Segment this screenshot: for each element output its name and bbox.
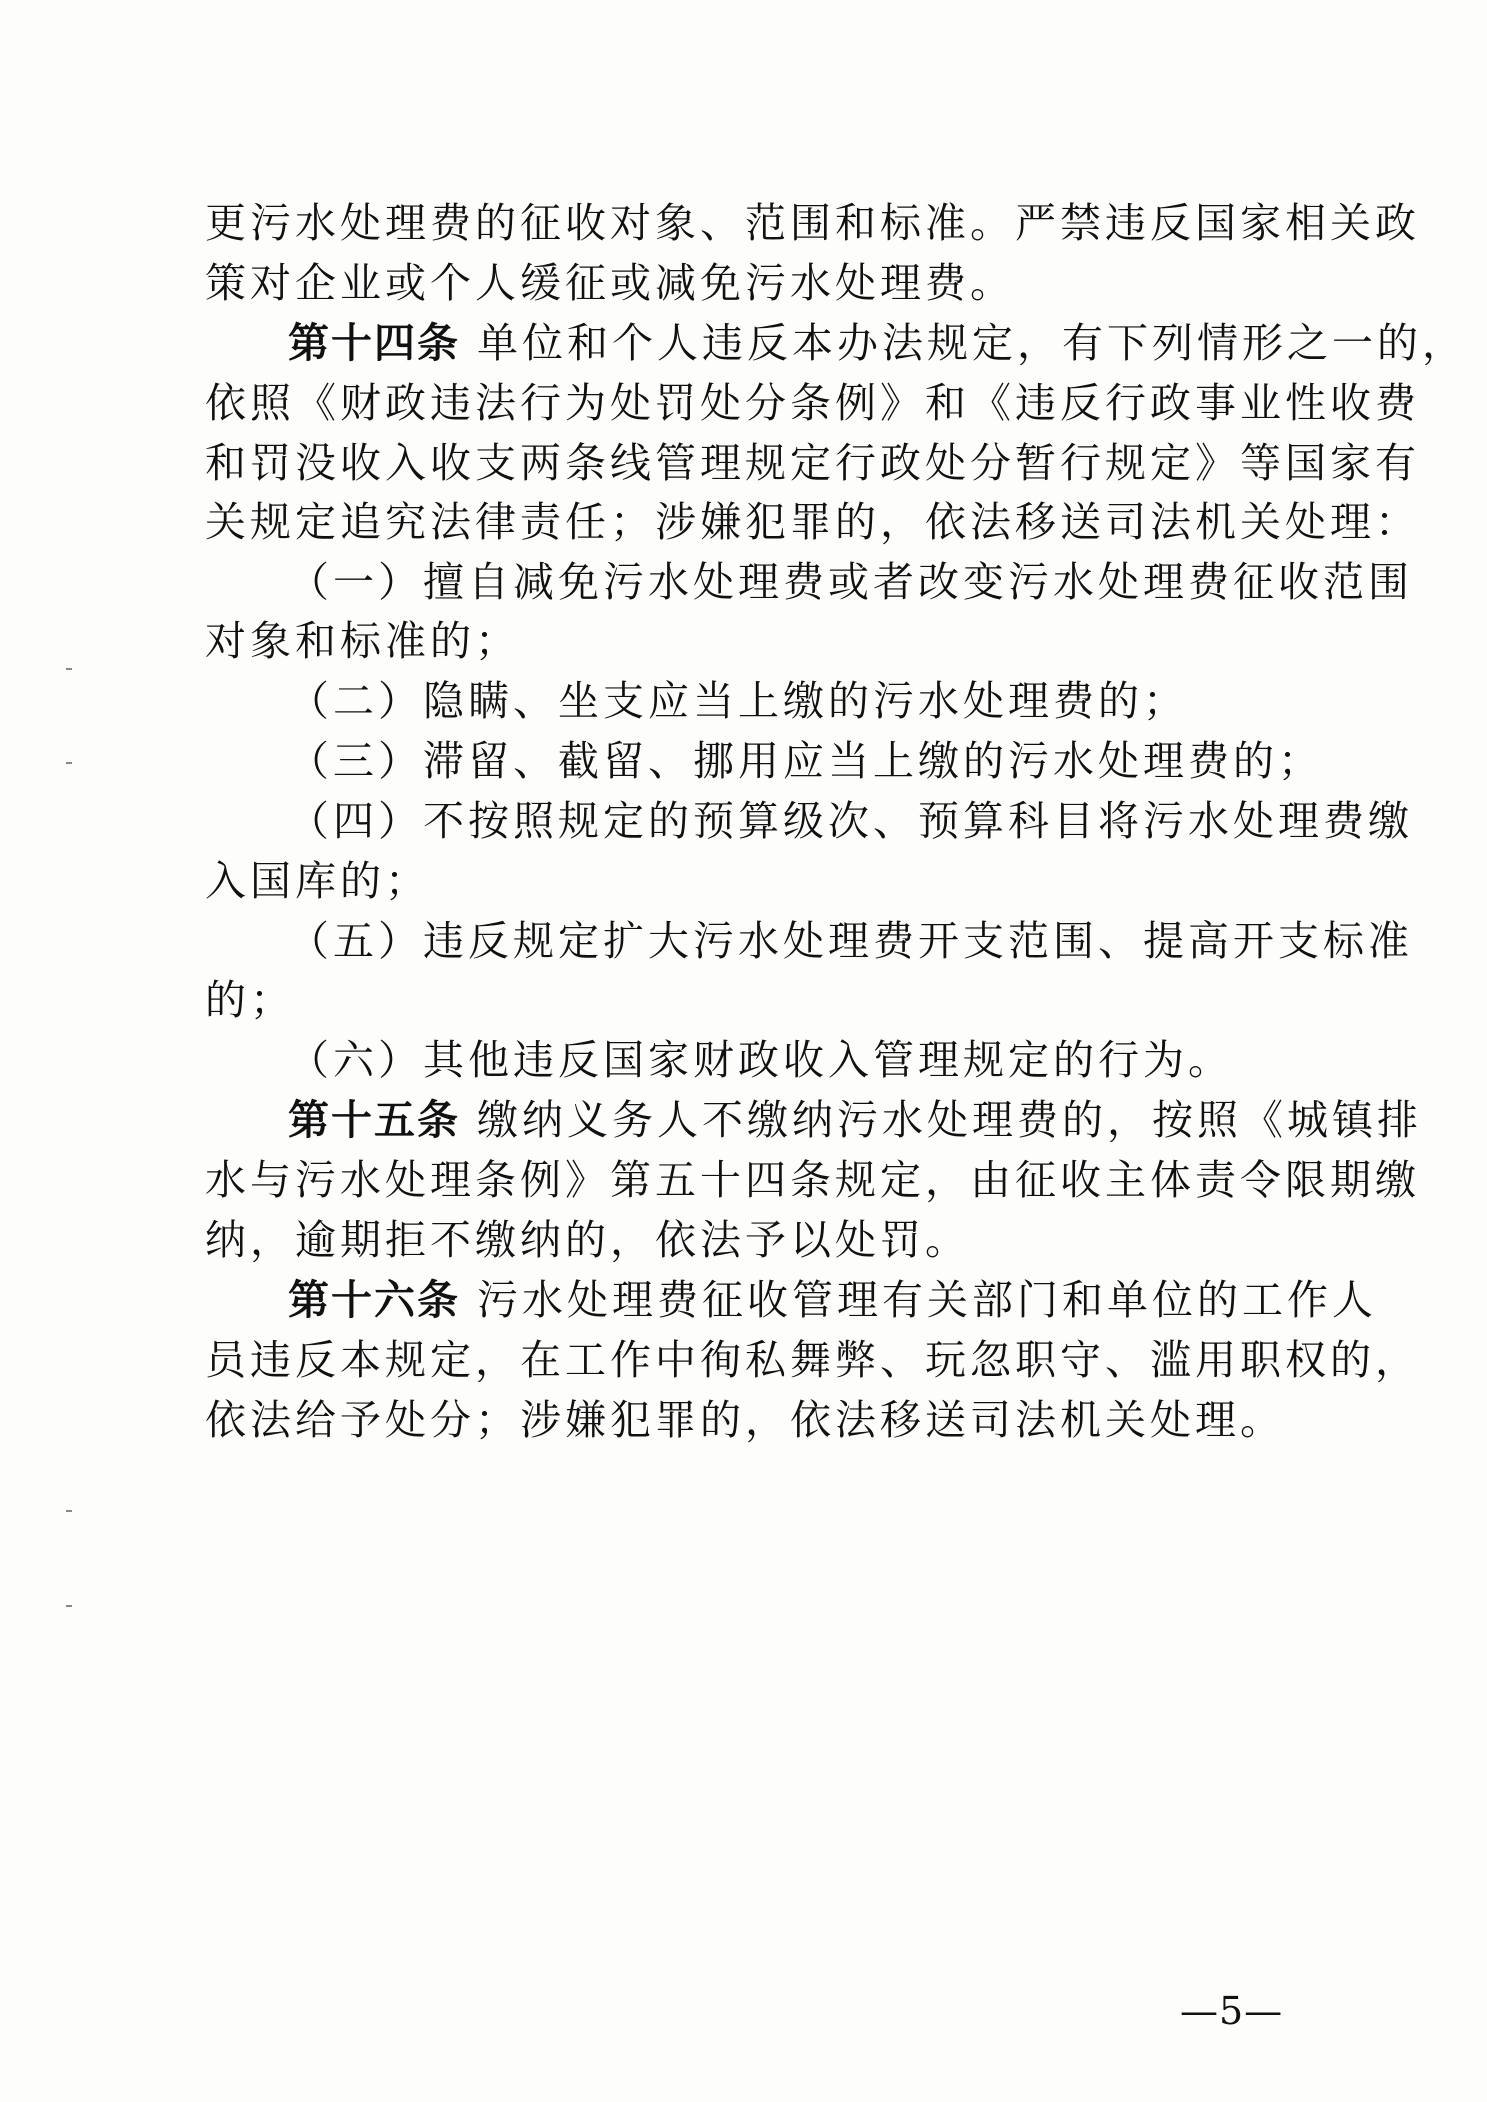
article-text: 污水处理费征收管理有关部门和单位的工作人 xyxy=(460,1276,1378,1324)
list-item: （五）违反规定扩大污水处理费开支范围、提高开支标准 xyxy=(288,917,1413,965)
scan-mark xyxy=(66,762,72,764)
list-item: （一）擅自减免污水处理费或者改变污水处理费征收范围 xyxy=(288,558,1413,606)
text-line: 员违反本规定，在工作中徇私舞弊、玩忽职守、滥用职权的， xyxy=(205,1336,1420,1384)
article-15-line xyxy=(288,1095,1423,1145)
article-heading: 第十六条 xyxy=(288,1276,460,1324)
article-heading: 第十四条 xyxy=(288,319,460,367)
text-line: 依照《财政违法行为处罚处分条例》和《违反行政事业性收费 xyxy=(205,379,1420,427)
text-line: 入国库的； xyxy=(205,857,430,905)
article-14-line xyxy=(288,318,1468,368)
text-line: 策对企业或个人缓征或减免污水处理费。 xyxy=(205,259,1015,307)
text-line: 纳，逾期拒不缴纳的，依法予以处罚。 xyxy=(205,1216,970,1264)
text-line: 更污水处理费的征收对象、范围和标准。严禁违反国家相关政 xyxy=(205,199,1420,247)
text-line: 水与污水处理条例》第五十四条规定，由征收主体责令限期缴 xyxy=(205,1156,1420,1204)
text-line: 和罚没收入收支两条线管理规定行政处分暂行规定》等国家有 xyxy=(205,439,1420,487)
scan-mark xyxy=(66,1510,72,1512)
scan-mark xyxy=(66,1605,72,1607)
article-text: 缴纳义务人不缴纳污水处理费的，按照《城镇排 xyxy=(460,1096,1423,1144)
list-item: （六）其他违反国家财政收入管理规定的行为。 xyxy=(288,1036,1233,1084)
text-line: 对象和标准的； xyxy=(205,617,520,665)
article-heading: 第十五条 xyxy=(288,1096,460,1144)
text-line: 的； xyxy=(205,976,295,1024)
article-text: 单位和个人违反本办法规定，有下列情形之一的， xyxy=(460,319,1468,367)
text-line: 依法给予处分；涉嫌犯罪的，依法移送司法机关处理。 xyxy=(205,1396,1285,1444)
list-item: （三）滞留、截留、挪用应当上缴的污水处理费的； xyxy=(288,737,1323,785)
article-16-line xyxy=(288,1275,1378,1325)
page-number: —5— xyxy=(1180,1989,1284,2033)
list-item: （二）隐瞒、坐支应当上缴的污水处理费的； xyxy=(288,677,1188,725)
list-item: （四）不按照规定的预算级次、预算科目将污水处理费缴 xyxy=(288,797,1413,845)
scan-mark xyxy=(66,668,72,670)
text-line: 关规定追究法律责任；涉嫌犯罪的，依法移送司法机关处理： xyxy=(205,498,1420,546)
